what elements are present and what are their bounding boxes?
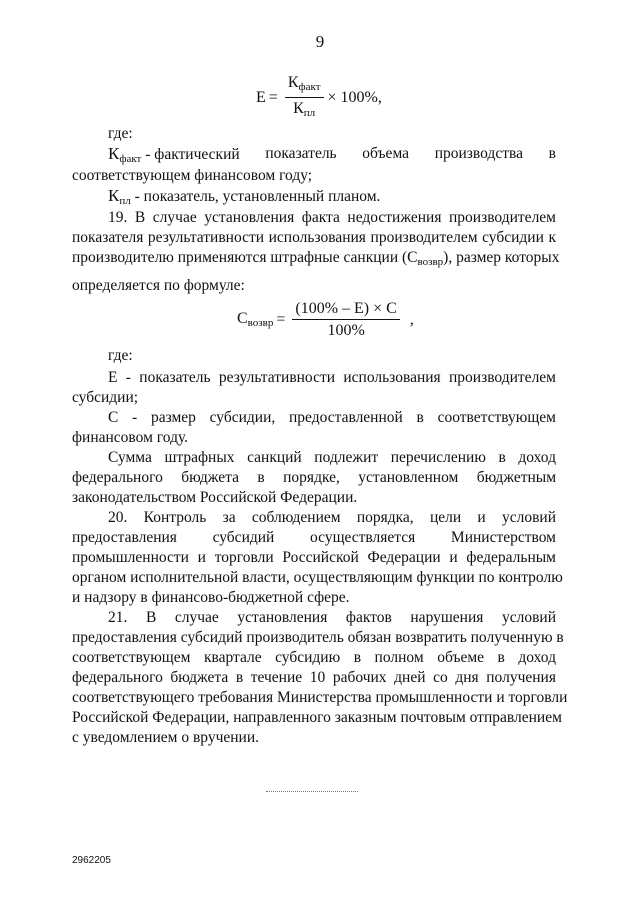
definition-e-cont: субсидии; [72, 389, 139, 406]
formula-equals: = [268, 89, 278, 106]
where-label: где: [108, 125, 133, 142]
para21-line5: соответствующего требования Министерства промышленности и торговли [72, 689, 568, 706]
definition-k-pl: $К_{пл}$ - показатель, установленный планом. [108, 186, 381, 207]
formula2-tail: , [409, 311, 414, 328]
formula-multiplier: × 100% [327, 89, 378, 106]
para20-line1: 20. Контроль за соблюдением порядка, цели и условий [108, 509, 556, 526]
para21-line4: федерального бюджета в течение 10 рабочих дней со дня получения [72, 669, 556, 686]
formula-tail: , [377, 89, 382, 106]
sum-para-line1: Сумма штрафных санкций подлежит перечислению в доход [108, 449, 556, 466]
para19-line3: производителю применяются штрафные санкции $(С_{возвр})$, размер которых [72, 249, 560, 268]
para20-line2: предоставления субсидий осуществляется Министерством [72, 529, 556, 546]
formula-efficiency [256, 74, 382, 122]
document-id: 2962205 [72, 855, 111, 866]
formula-lhs: E [256, 89, 266, 106]
para20-line3: промышленности и торговли Российской Федерации и федеральным [72, 549, 556, 566]
sum-para-line3: законодательством Российской Федерации. [72, 489, 358, 506]
formula-penalty [237, 300, 414, 340]
formula2-equals: = [276, 311, 286, 328]
formula2-numerator: (100% – E) × C [292, 300, 399, 320]
para20-line4: органом исполнительной власти, осуществляющим функции по контролю [72, 569, 563, 586]
para19-line2: показателя результативности использования производителем субсидии к [72, 229, 556, 246]
formula2-fraction [292, 300, 399, 340]
para21-line6: Российской Федерации, направленного заказным почтовым отправлением [72, 709, 562, 726]
definition-e: Е - показатель результативности использования производителем [108, 369, 556, 386]
definition-k-fakt-cont: соответствующем финансовом году; [72, 167, 313, 184]
separator-line [266, 791, 358, 792]
para21-line2: предоставления субсидий производитель обязан возвратить полученную в [72, 629, 564, 646]
para21-line7: с уведомлением о вручении. [72, 729, 259, 746]
definition-k-fakt: $К_{факт}$ - фактический показатель объема производства в [108, 144, 556, 165]
where-label-2: где: [108, 347, 133, 364]
sum-para-line2: федерального бюджета в порядке, установленном бюджетным [72, 469, 556, 486]
page-number: 9 [315, 32, 325, 51]
formula2-denominator: 100% [327, 322, 365, 339]
para21-line3: соответствующем квартале субсидию в полном объеме в доход [72, 649, 556, 666]
formula2-lhs: $С_{возвр}$ [237, 310, 274, 329]
para21-line1: 21. В случае установления фактов нарушения условий [108, 609, 556, 626]
formula-denominator: $К_{пл}$ [293, 100, 316, 119]
formula-fraction [285, 74, 324, 122]
para20-line5: и надзору в финансово-бюджетной сфере. [72, 589, 350, 606]
formula-numerator: $К_{факт}$ [285, 74, 324, 98]
definition-c: С - размер субсидии, предоставленной в соответствующем [108, 409, 556, 426]
para19-line4: определяется по формуле: [72, 277, 245, 294]
definition-c-cont: финансовом году. [72, 429, 189, 446]
para19-line1: 19. В случае установления факта недостижения производителем [108, 209, 556, 226]
